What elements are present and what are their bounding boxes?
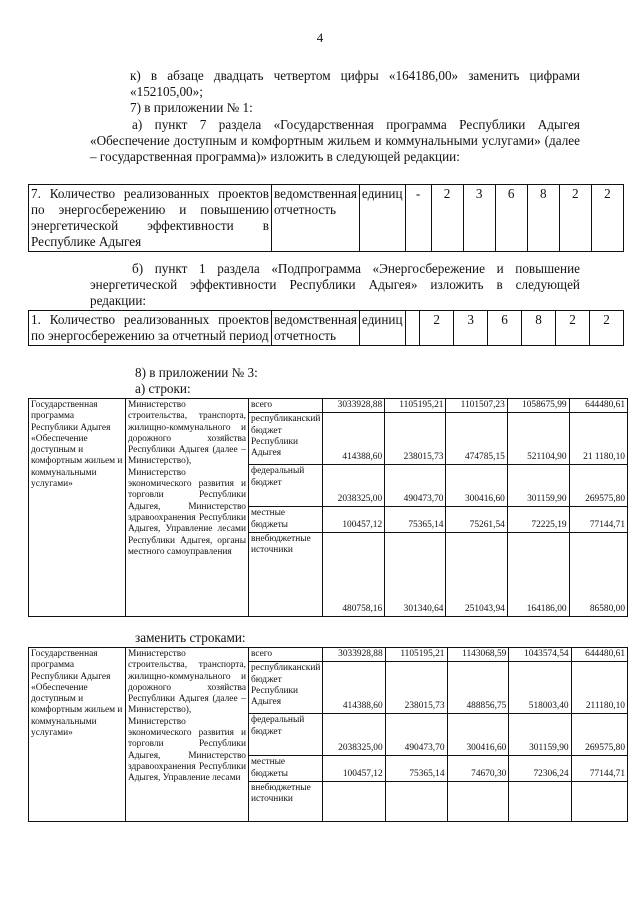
indicator-value: 2 bbox=[556, 311, 590, 346]
funding-source: всего bbox=[249, 648, 323, 662]
indicator-value: 2 bbox=[559, 185, 591, 252]
funding-source: всего bbox=[249, 399, 323, 413]
amount: 3033928,88 bbox=[323, 648, 385, 662]
amount: 2038325,00 bbox=[323, 465, 385, 507]
amount: 21 1180,10 bbox=[569, 413, 627, 465]
funding-source: внебюджетные источники bbox=[249, 781, 323, 821]
item-k-text: к) в абзаце двадцать четвертом цифры «164186,00» заменить цифрами «152105,00»; bbox=[130, 68, 580, 99]
indicator-table-1 bbox=[28, 184, 624, 252]
funding-source: республиканский бюджет Республики Адыгея bbox=[249, 662, 323, 714]
funding-source: местные бюджеты bbox=[249, 507, 323, 533]
amount: 474785,15 bbox=[446, 413, 507, 465]
amount: 301159,90 bbox=[507, 465, 569, 507]
amount: 490473,70 bbox=[385, 465, 446, 507]
indicator-value: 3 bbox=[454, 311, 488, 346]
table-row bbox=[29, 648, 628, 662]
amount bbox=[447, 781, 509, 821]
indicator-value bbox=[405, 311, 420, 346]
page-number: 4 bbox=[316, 30, 324, 45]
indicator-value: 8 bbox=[527, 185, 559, 252]
finance-table-new bbox=[28, 647, 628, 822]
amount: 211180,10 bbox=[571, 662, 627, 714]
indicator-value: 2 bbox=[591, 185, 623, 252]
item-7a-text: а) пункт 7 раздела «Государственная программа Республики Адыгея «Обеспечение доступным и комфортным жильем и коммунальными услугами» (далее – государственная программа)» изложить в следующей редакции: bbox=[90, 117, 580, 164]
amount: 1101507,23 bbox=[446, 399, 507, 413]
amount bbox=[323, 781, 385, 821]
table-row bbox=[29, 311, 624, 346]
program-name: Государственная программа Республики Адыгея «Обеспечение доступным и комфортным жильем и коммунальными услугами» bbox=[29, 648, 126, 822]
indicator-value: 6 bbox=[495, 185, 527, 252]
program-executors: Министерство строительства, транспорта, жилищно-коммунального и дорожного хозяйства Республики Адыгея (далее – Министерство), Министерство экономического развития и торговли Республики Адыгея, Министерство здравоохранения Республики Адыгея, Управление лесами Республики Адыгея, органы местного самоуправления bbox=[126, 399, 249, 617]
indicator-table-2 bbox=[28, 310, 624, 346]
amount: 644480,61 bbox=[571, 648, 627, 662]
program-executors: Министерство строительства, транспорта, жилищно-коммунального и дорожного хозяйства Республики Адыгея (далее – Министерство), Министерство экономического развития и торговли Республики Адыгея, Министерство здравоохранения Республики Адыгея, Управление лесами bbox=[126, 648, 249, 822]
funding-source: республиканский бюджет Республики Адыгея bbox=[249, 413, 323, 465]
amount: 100457,12 bbox=[323, 756, 385, 782]
amount: 301159,90 bbox=[509, 714, 571, 756]
amount: 269575,80 bbox=[569, 465, 627, 507]
amount: 1105195,21 bbox=[385, 648, 447, 662]
amount: 480758,16 bbox=[323, 532, 385, 616]
amount: 644480,61 bbox=[569, 399, 627, 413]
indicator-value: - bbox=[405, 185, 431, 252]
indicator-name: 1. Количество реализованных проектов по энергосбережению за отчетный период bbox=[29, 311, 272, 346]
amount: 1143068,59 bbox=[447, 648, 509, 662]
indicator-unit: единиц bbox=[359, 311, 405, 346]
amount: 414388,60 bbox=[323, 413, 385, 465]
amount: 77144,71 bbox=[569, 507, 627, 533]
table-row bbox=[29, 185, 624, 252]
amount: 238015,73 bbox=[385, 413, 446, 465]
funding-source: внебюджетные источники bbox=[249, 532, 323, 616]
indicator-unit: единиц bbox=[359, 185, 405, 252]
funding-source: федеральный бюджет bbox=[249, 714, 323, 756]
amount: 301340,64 bbox=[385, 532, 446, 616]
amount: 1058675,99 bbox=[507, 399, 569, 413]
finance-table-old bbox=[28, 398, 628, 617]
funding-source: местные бюджеты bbox=[249, 756, 323, 782]
indicator-value: 6 bbox=[488, 311, 522, 346]
amount: 100457,12 bbox=[323, 507, 385, 533]
amount: 490473,70 bbox=[385, 714, 447, 756]
program-name: Государственная программа Республики Адыгея «Обеспечение доступным и комфортным жильем и коммунальными услугами» bbox=[29, 399, 126, 617]
indicator-name: 7. Количество реализованных проектов по энергосбережению и повышению энергетической эффективности в Республике Адыгея bbox=[29, 185, 272, 252]
amount bbox=[509, 781, 571, 821]
amount: 518003,40 bbox=[509, 662, 571, 714]
amount: 75261,54 bbox=[446, 507, 507, 533]
amount: 3033928,88 bbox=[323, 399, 385, 413]
indicator-value: 2 bbox=[590, 311, 624, 346]
item-7b-text: б) пункт 1 раздела «Подпрограмма «Энергосбережение и повышение энергетической эффективности Республики Адыгея» изложить в следующей редакции: bbox=[90, 261, 580, 308]
amount: 74670,30 bbox=[447, 756, 509, 782]
amount: 72225,19 bbox=[507, 507, 569, 533]
amount: 251043,94 bbox=[446, 532, 507, 616]
amount: 164186,00 bbox=[507, 532, 569, 616]
amount: 1105195,21 bbox=[385, 399, 446, 413]
table-row bbox=[29, 399, 628, 413]
indicator-source: ведомственная отчетность bbox=[272, 311, 360, 346]
indicator-source: ведомственная отчетность bbox=[272, 185, 360, 252]
indicator-value: 2 bbox=[420, 311, 454, 346]
amount: 300416,60 bbox=[446, 465, 507, 507]
amount: 1043574,54 bbox=[509, 648, 571, 662]
amount: 75365,14 bbox=[385, 756, 447, 782]
amount: 300416,60 bbox=[447, 714, 509, 756]
indicator-value: 3 bbox=[463, 185, 495, 252]
amount: 238015,73 bbox=[385, 662, 447, 714]
amount bbox=[385, 781, 447, 821]
amount: 414388,60 bbox=[323, 662, 385, 714]
item-8a-text: а) строки: bbox=[135, 381, 191, 396]
indicator-value: 8 bbox=[522, 311, 556, 346]
amount: 269575,80 bbox=[571, 714, 627, 756]
amount: 72306,24 bbox=[509, 756, 571, 782]
indicator-value: 2 bbox=[431, 185, 463, 252]
amount bbox=[571, 781, 627, 821]
amount: 77144,71 bbox=[571, 756, 627, 782]
item-7-text: 7) в приложении № 1: bbox=[130, 100, 253, 115]
amount: 86580,00 bbox=[569, 532, 627, 616]
item-8-text: 8) в приложении № 3: bbox=[135, 365, 258, 380]
amount: 488856,75 bbox=[447, 662, 509, 714]
amount: 2038325,00 bbox=[323, 714, 385, 756]
funding-source: федеральный бюджет bbox=[249, 465, 323, 507]
amount: 75365,14 bbox=[385, 507, 446, 533]
replace-label: заменить строками: bbox=[135, 630, 246, 645]
amount: 521104,90 bbox=[507, 413, 569, 465]
